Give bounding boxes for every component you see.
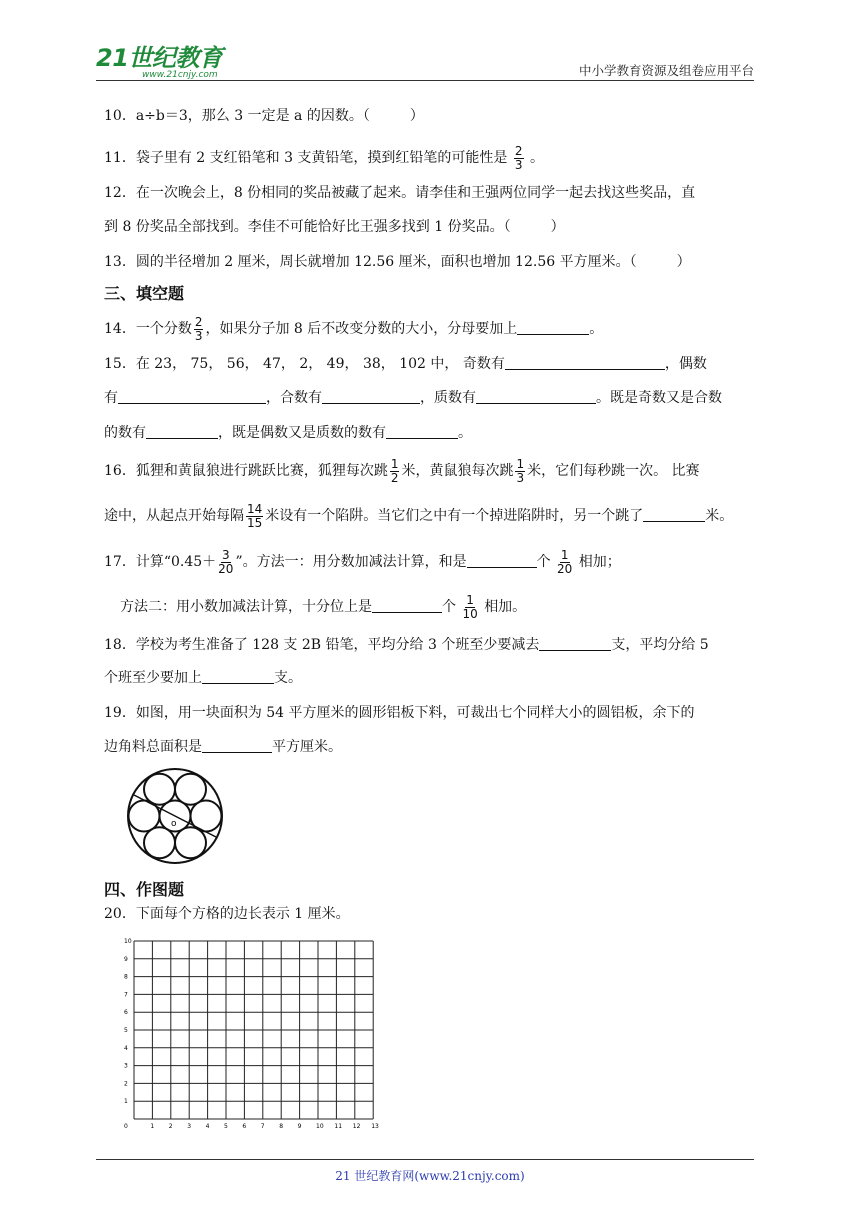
- inner-circle: [144, 774, 175, 805]
- question-14: 14．一个分数 $\frac{2}{3}$ ，如果分子加 8 后不改变分数的大小，分母要加上 。: [104, 315, 604, 343]
- header-divider: [96, 80, 754, 81]
- x-tick-label: 3: [187, 1123, 192, 1130]
- answer-blank[interactable]: [643, 508, 705, 522]
- y-tick-label: 5: [124, 1027, 128, 1034]
- section-title-drawing: 四、作图题: [104, 880, 185, 899]
- answer-blank[interactable]: [146, 425, 218, 439]
- answer-blank[interactable]: [476, 390, 596, 404]
- answer-blank[interactable]: [202, 739, 272, 753]
- x-tick-label: 8: [279, 1123, 284, 1130]
- x-tick-label: 10: [316, 1123, 324, 1130]
- y-tick-label: 3: [124, 1062, 128, 1070]
- x-tick-label: 5: [224, 1123, 228, 1130]
- y-tick-label: 7: [124, 991, 128, 999]
- answer-blank[interactable]: [322, 390, 420, 404]
- question-10: 10．a÷b＝3，那么 3 一定是 a 的因数。（ ）: [104, 108, 424, 124]
- question-18-line2: 个班至少要加上 支。: [104, 670, 302, 686]
- y-tick-label: 9: [124, 955, 128, 963]
- x-tick-label: 0: [124, 1123, 128, 1130]
- x-tick-label: 9: [297, 1123, 302, 1130]
- question-17-line1: 17．计算“0.45＋ $\frac{3}{20}$ ”。方法一：用分数加减法计算，和是 个 $\frac{1}{20}$ 相加；: [104, 548, 621, 576]
- x-tick-label: 12: [352, 1123, 361, 1130]
- logo-text: 21世纪教育: [96, 44, 223, 72]
- x-tick-label: 4: [205, 1123, 210, 1130]
- question-17-line2: 方法二：用小数加减法计算，十分位上是 个 $\frac{1}{10}$ 相加。: [120, 593, 527, 621]
- answer-blank[interactable]: [372, 599, 442, 613]
- question-18-line1: 18．学校为考生准备了 128 支 2B 铅笔，平均分给 3 个班至少要减去 支，平均分给 5: [104, 637, 709, 653]
- question-19-line2: 边角料总面积是 平方厘米。: [104, 739, 342, 755]
- section-title-fill-blank: 三、填空题: [104, 284, 185, 303]
- center-label: o: [171, 819, 177, 829]
- question-19-line1: 19．如图，用一块面积为 54 平方厘米的圆形铝板下料，可裁出七个同样大小的圆铝板，余下的: [104, 705, 695, 721]
- footer-text: 21 世纪教育网(www.21cnjy.com): [335, 1169, 525, 1183]
- question-16-line2: 途中，从起点开始每隔 $\frac{14}{15}$ 米设有一个陷阱。当它们之中有一个掉进陷阱时，另一个跳了 米。: [104, 502, 734, 530]
- footer-divider: [96, 1159, 754, 1160]
- question-16-line1: 16．狐狸和黄鼠狼进行跳跃比赛，狐狸每次跳 $\frac{1}{2}$ 米，黄鼠狼每次跳 $\frac{1}{3}$ 米，它们每秒跳一次。 比赛: [104, 457, 700, 485]
- question-11: 11．袋子里有 2 支红铅笔和 3 支黄铅笔，摸到红铅笔的可能性是 $\frac{2}{3}$ 。: [104, 144, 544, 172]
- x-tick-label: 1: [150, 1123, 155, 1130]
- y-tick-label: 2: [124, 1080, 128, 1088]
- question-15-line3: 的数有 ，既是偶数又是质数的数有 。: [104, 425, 472, 441]
- answer-blank[interactable]: [505, 356, 665, 370]
- logo: [96, 38, 222, 80]
- x-tick-label: 6: [242, 1123, 247, 1130]
- question-20: 20．下面每个方格的边长表示 1 厘米。: [104, 906, 350, 922]
- y-tick-label: 10: [124, 938, 132, 945]
- x-tick-label: 13: [371, 1123, 379, 1130]
- square-grid[interactable]: [118, 934, 380, 1134]
- answer-blank[interactable]: [386, 425, 458, 439]
- inner-circle: [144, 827, 175, 858]
- question-15-line1: 15．在 23， 75， 56， 47， 2， 49， 38， 102 中， 奇数有 ，偶数: [104, 356, 707, 372]
- fraction: $\frac{2}{3}$: [514, 144, 523, 172]
- answer-blank[interactable]: [202, 670, 274, 684]
- y-tick-label: 1: [124, 1098, 128, 1106]
- y-tick-label: 6: [124, 1009, 128, 1017]
- question-12-line1: 12．在一次晚会上，8 份相同的奖品被藏了起来。请李佳和王强两位同学一起去找这些奖品，直: [104, 185, 696, 201]
- inner-circle: [175, 827, 206, 858]
- x-tick-label: 2: [168, 1123, 173, 1130]
- answer-blank[interactable]: [539, 637, 611, 651]
- y-tick-label: 8: [124, 973, 128, 981]
- answer-blank[interactable]: [517, 321, 589, 335]
- x-tick-label: 11: [334, 1123, 343, 1130]
- question-12-line2: 到 8 份奖品全部找到。李佳不可能恰好比王强多找到 1 份奖品。（ ）: [104, 219, 565, 235]
- answer-blank[interactable]: [118, 390, 266, 404]
- answer-blank[interactable]: [467, 554, 537, 568]
- x-tick-label: 7: [260, 1123, 265, 1130]
- logo-url: www.21cnjy.com: [142, 70, 218, 80]
- header-platform-text: 中小学教育资源及组卷应用平台: [578, 63, 754, 78]
- y-tick-label: 4: [124, 1044, 128, 1052]
- question-13: 13．圆的半径增加 2 厘米，周长就增加 12.56 厘米，面积也增加 12.56 平方厘米。（ ）: [104, 254, 691, 270]
- inner-circle: [175, 774, 206, 805]
- question-15-line2: 有 ，合数有 ，质数有 。既是奇数又是合数: [104, 390, 722, 406]
- circle-cutting-figure: [126, 767, 224, 865]
